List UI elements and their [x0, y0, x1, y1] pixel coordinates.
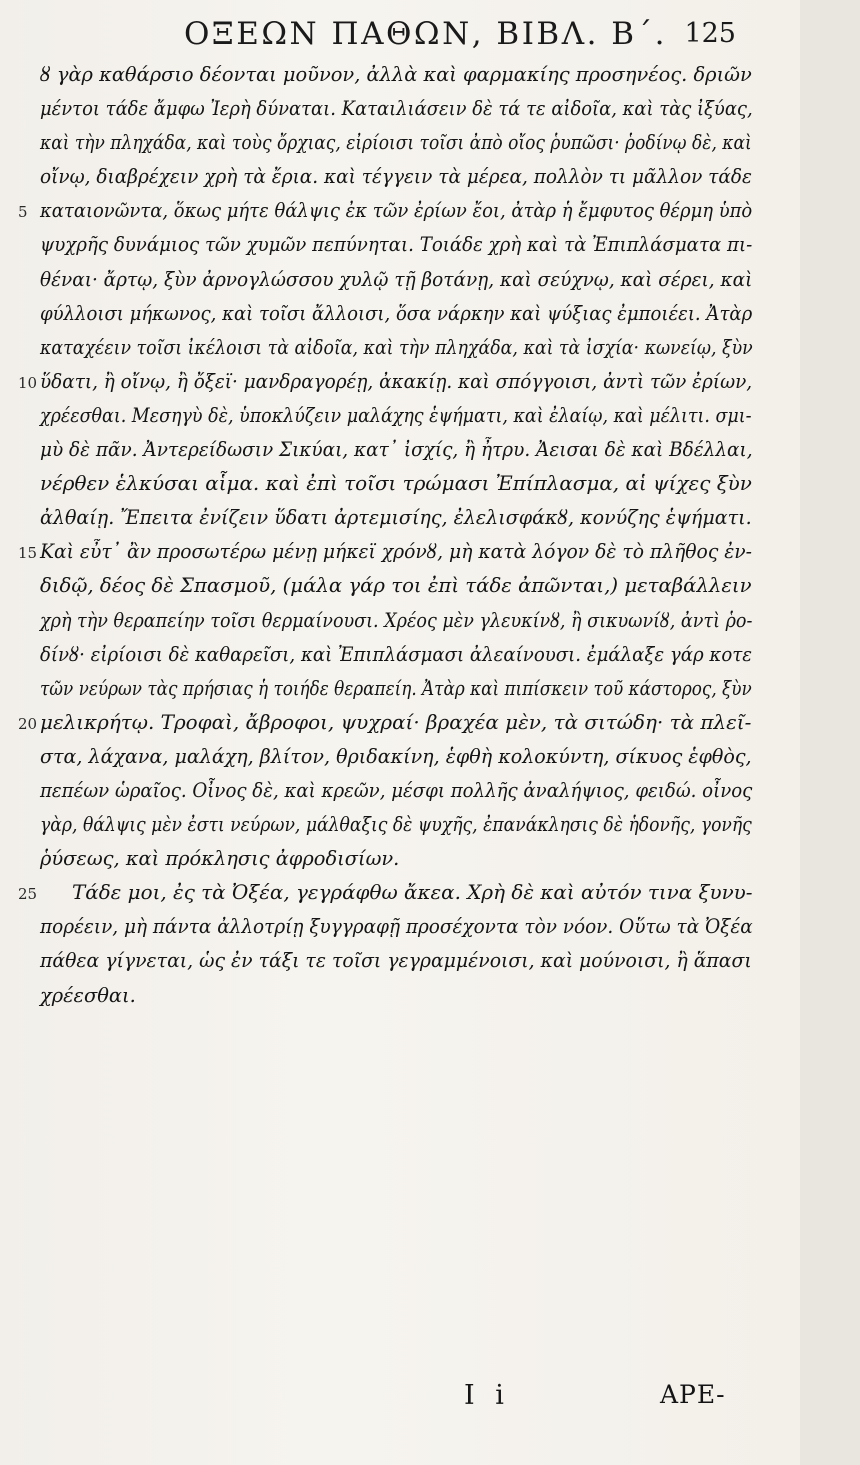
text-line — [40, 263, 752, 297]
line-text: θέναι· ἄρτῳ, ξὺν ἀρνογλώσσου χυλῷ τῇ βοτάνῃ, καὶ σεύχνῳ, καὶ σέρει, καὶ — [40, 267, 753, 291]
text-line — [40, 58, 752, 92]
line-text: διδῷ, δέος δὲ Σπασμοῦ, (μάλα γάρ τοι ἐπὶ τάδε ἀπῶνται,) μεταβάλλειν — [40, 574, 752, 598]
line-text: χρέεσθαι. Μεσηγὺ δὲ, ὑποκλύζειν μαλάχης ἑψήματι, καὶ ἐλαίῳ, καὶ μέλιτι. σμι- — [40, 403, 752, 427]
text-line — [18, 365, 753, 399]
line-text: στα, λάχανα, μαλάχη, βλίτον, θριδακίνη, ἑφθὴ κολοκύντη, σίκυος ἑφθὸς, — [40, 744, 752, 768]
line-text: πορέειν, μὴ πάντα ἀλλοτρίῃ ξυγγραφῇ προσέχοντα τὸν νόον. Οὕτω τὰ Ὀξέα — [40, 915, 753, 939]
line-text: ὕδατι, ἢ οἴνῳ, ἢ ὄξεϊ· μανδραγορέῃ, ἀκακίῃ. καὶ σπόγγοισι, ἀντὶ τῶν ἐρίων, — [40, 369, 753, 393]
line-text: μὺ δὲ πᾶν. Ἀντερείδωσιν Σικύαι, κατ᾽ ἰσχίς, ἢ ἦτρυ. Ἀεισαι δὲ καὶ Βδέλλαι, — [40, 438, 753, 462]
line-text: πάθεα γίγνεται, ὡς ἐν τάξι τε τοῖσι γεγραμμένοισι, καὶ μούνοισι, ἢ ἅπασι — [40, 949, 752, 973]
text-line — [40, 92, 752, 126]
text-line — [18, 535, 752, 569]
text-line — [40, 467, 752, 501]
text-line — [40, 944, 752, 978]
text-line — [40, 638, 752, 672]
line-number: 25 — [18, 885, 38, 904]
text-line — [40, 569, 752, 603]
line-text: ȣ γὰρ καθάρσιο δέονται μοῦνον, ἀλλὰ καὶ φαρμακίης προσηνέος. δριῶν — [40, 63, 752, 86]
line-text: χρὴ τὴν θεραπείην τοῖσι θερμαίνουσι. Χρέος μὲν γλευκίνȣ, ἢ σικυωνίȣ, ἀντὶ ῥο- — [40, 608, 753, 632]
text-line — [40, 501, 752, 535]
line-text: καὶ τὴν πληχάδα, καὶ τοὺς ὄρχιας, εἰρίοισι τοῖσι ἀπὸ οἴος ῥυπῶσι· ῥοδίνῳ δὲ, καὶ — [40, 131, 752, 155]
line-text: καταχέειν τοῖσι ἰκέλοισι τὰ αἰδοῖα, καὶ τὴν πληχάδα, καὶ τὰ ἰσχία· κωνείῳ, ξὺν — [40, 335, 753, 359]
page-number: 125 — [684, 18, 736, 49]
line-text: γὰρ, θάλψις μὲν ἐστι νεύρων, μάλθαξις δὲ ψυχῆς, ἐπανάκλησις δὲ ἡδονῆς, γονῆς — [40, 813, 752, 837]
line-text: χρέεσθαι. — [40, 983, 136, 1007]
text-line — [40, 433, 752, 467]
text-line — [40, 672, 752, 706]
line-text: τῶν νεύρων τὰς πρήσιας ἡ τοιήδε θεραπείη. Ἀτὰρ καὶ πιπίσκειν τοῦ κάστορος, ξὺν — [40, 676, 752, 700]
text-line — [40, 399, 752, 433]
signature-mark: I i — [464, 1380, 510, 1411]
line-number: 20 — [18, 714, 38, 733]
text-line — [40, 604, 752, 638]
text-line — [40, 126, 752, 160]
main-text-block — [18, 58, 753, 1013]
text-line — [40, 740, 752, 774]
line-text: νέρθεν ἑλκύσαι αἷμα. καὶ ἐπὶ τοῖσι τρώμασι Ἐπίπλασμα, αἱ ψίχες ξὺν — [40, 472, 752, 496]
line-text: Καὶ εὖτ᾽ ἂν προσωτέρω μένῃ μήκεϊ χρόνȣ, μὴ κατὰ λόγον δὲ τὸ πλῆθος ἐν- — [40, 540, 752, 564]
text-line — [40, 297, 752, 331]
text-line — [40, 331, 752, 365]
line-text: ψυχρῆς δυνάμιος τῶν χυμῶν πεπύνηται. Τοιάδε χρὴ καὶ τὰ Ἐπιπλάσματα πι- — [40, 233, 753, 257]
page-footer — [0, 1380, 800, 1420]
text-line — [40, 808, 752, 842]
text-line — [18, 706, 752, 740]
line-text: ῥύσεως, καὶ πρόκλησις ἀφροδισίων. — [40, 847, 400, 871]
text-line — [40, 228, 752, 262]
page-header — [0, 14, 800, 50]
line-text: Τάδε μοι, ἐς τὰ Ὀξέα, γεγράφθω ἄκεα. Χρὴ δὲ καὶ αὐτόν τινα ξυνυ- — [72, 881, 753, 905]
line-text: μελικρήτῳ. Τροφαὶ, ἄβροφοι, ψυχραί· βραχέα μὲν, τὰ σιτώδη· τὰ πλεῖ- — [40, 710, 752, 734]
text-line — [40, 910, 752, 944]
text-line — [40, 842, 752, 876]
text-line — [18, 194, 753, 228]
line-text: φύλλοισι μήκωνος, καὶ τοῖσι ἄλλοισι, ὅσα νάρκην καὶ ψύξιας ἐμποιέει. Ἀτὰρ — [40, 301, 753, 325]
text-line — [40, 979, 752, 1013]
line-text: δίνȣ· εἰρίοισι δὲ καθαρεῖσι, καὶ Ἐπιπλάσμασι ἀλεαίνουσι. ἐμάλαξε γάρ κοτε — [40, 642, 753, 666]
line-text: μέντοι τάδε ἄμφω Ἰερὴ δύναται. Καταιλιάσειν δὲ τά τε αἰδοῖα, καὶ τὰς ἰξύας, — [40, 97, 753, 121]
line-text: καταιονῶντα, ὅκως μήτε θάλψις ἐκ τῶν ἐρίων ἔοι, ἀτὰρ ἡ ἔμφυτος θέρμη ὑπὸ — [40, 199, 753, 223]
line-number: 5 — [18, 203, 28, 222]
text-line — [40, 774, 752, 808]
text-line — [18, 876, 753, 910]
line-text: οἴνῳ, διαβρέχειν χρὴ τὰ ἔρια. καὶ τέγγειν τὰ μέρεα, πολλὸν τι μᾶλλον τάδε — [40, 165, 752, 189]
line-number: 10 — [18, 373, 38, 392]
text-line — [40, 160, 752, 194]
line-number: 15 — [18, 544, 38, 563]
line-text: πεπέων ὡραῖος. Οἶνος δὲ, καὶ κρεῶν, μέσφι πολλῆς ἀναλήψιος, φειδώ. οἶνος — [40, 778, 753, 802]
line-text: ἀλθαίῃ. Ἔπειτα ἐνίζειν ὕδατι ἀρτεμισίης, ἐλελισφάκȣ, κονύζης ἑψήματι. — [40, 506, 752, 530]
catchword: ΑΡΕ- — [660, 1380, 726, 1409]
running-title: ΟΞΕΩΝ ΠΑΘΩΝ, ΒΙΒΛ. Β΄. — [184, 16, 667, 52]
